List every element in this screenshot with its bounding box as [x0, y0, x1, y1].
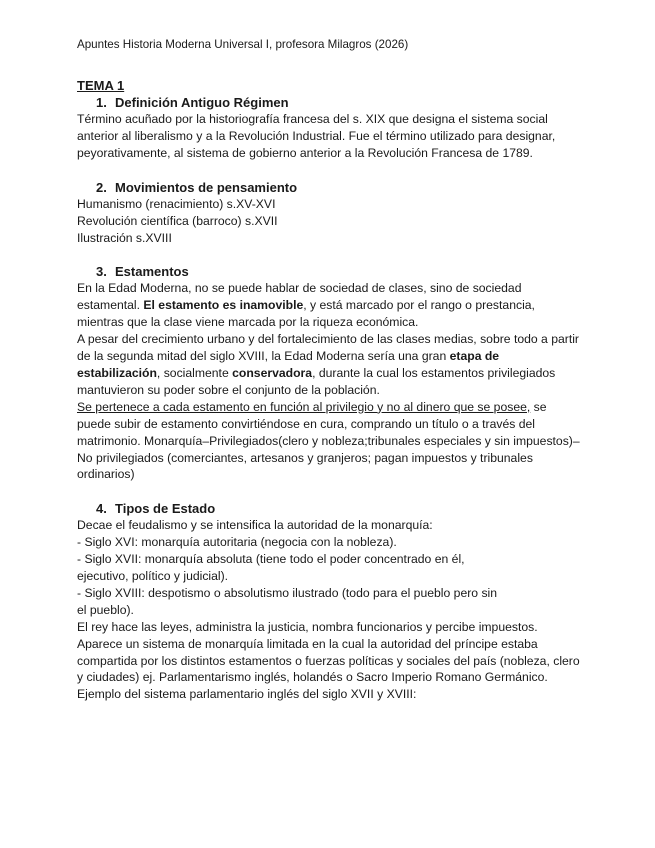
section-4-line: - Siglo XVI: monarquía autoritaria (negocia con la nobleza). [77, 535, 397, 550]
section-1-title: Definición Antiguo Régimen [115, 95, 289, 110]
tema-title: TEMA 1 [77, 78, 125, 93]
section-4-line: Ejemplo del sistema parlamentario inglés del siglo XVII y XVIII: [77, 687, 417, 702]
section-3-paragraph-2 [77, 331, 582, 399]
bold-text: etapa de estabilización [77, 349, 500, 380]
document-body [77, 77, 582, 703]
section-4-line: Decae el feudalismo y se intensifica la autoridad de la monarquía: [77, 518, 433, 533]
section-3-title: Estamentos [115, 264, 189, 280]
section-1-number: 1. [96, 95, 107, 110]
section-2-title: Movimientos de pensamiento [115, 179, 298, 195]
bold-text: conservadora [232, 365, 313, 380]
section-2-number: 2. [96, 179, 107, 195]
section-4-paragraph: Aparece un sistema de monarquía limitada en la cual la autoridad del príncipe estaba compartida por los distintos estamentos o fuerzas políticas y sociales del país (nobleza, clero y ciudades) ej. Parlamentarismo inglés, holandés o Sacro Imperio Romano Germánico. [77, 636, 580, 685]
section-2-line: Ilustración s.XVIII [77, 230, 172, 245]
section-1-text: Término acuñado por la historiografía francesa del s. XIX que designa el sistema social anterior al liberalismo y a la Revolución Industrial. Fue el término utilizado para designar, peyorativamente, al sistema de gobierno anterior a la Revolución Francesa de 1789. [77, 112, 556, 160]
section-4-title: Tipos de Estado [115, 501, 216, 517]
text-run: , durante la cual los estamentos privilegiados mantuvieron su poder sobre el conjunto de la población. [77, 365, 556, 397]
underlined-text: Se pertenece a cada estamento en función al privilegio y no al dinero que se posee, [77, 399, 531, 414]
bold-text: El estamento es inamovible [143, 298, 304, 313]
text-run: se puede subir de estamento convirtiéndose en cura, comprando un título o a través del matrimonio. Monarquía–Privilegiados(clero y nobleza;tribunales especiales y sin impuestos)–No privilegiados (comerciantes, artesanos y granjeros; pagan impuestos y tribunales ordinarios) [77, 399, 580, 482]
text-run: A pesar del crecimiento urbano y del fortalecimiento de las clases medias, sobre todo a partir de la segunda mitad del siglo XVIII, la Edad Moderna sería una gran [77, 332, 579, 364]
section-2-heading [77, 179, 582, 196]
section-3-paragraph-3 [77, 399, 582, 484]
section-4-line: El rey hace las leyes, administra la justicia, nombra funcionarios y percibe impuestos. [77, 619, 538, 634]
text-run: En la Edad Moderna, no se puede hablar de sociedad de clases, sino de sociedad estamental. [77, 281, 522, 313]
section-4-line: el pueblo). [77, 602, 134, 617]
section-3-number: 3. [96, 264, 107, 280]
section-4-number: 4. [96, 501, 107, 517]
section-4-line: - Siglo XVII: monarquía absoluta (tiene todo el poder concentrado en él, [77, 552, 465, 567]
section-3-paragraph-1 [77, 280, 582, 331]
text-run: , y está marcado por el rango o prestancia, mientras que la clase viene marcada por la riqueza económica. [77, 298, 535, 330]
section-2-line: Revolución científica (barroco) s.XVII [77, 213, 278, 228]
section-3-heading [77, 263, 582, 280]
page-header: Apuntes Historia Moderna Universal I, profesora Milagros (2026) [77, 38, 409, 51]
section-1-heading [77, 94, 582, 111]
section-4-line: ejecutivo, político y judicial). [77, 569, 229, 584]
section-4-line: - Siglo XVIII: despotismo o absolutismo ilustrado (todo para el pueblo pero sin [77, 585, 498, 600]
section-2-line: Humanismo (renacimiento) s.XV-XVI [77, 196, 276, 211]
section-4-heading [77, 500, 582, 517]
text-run: , socialmente [156, 365, 233, 380]
